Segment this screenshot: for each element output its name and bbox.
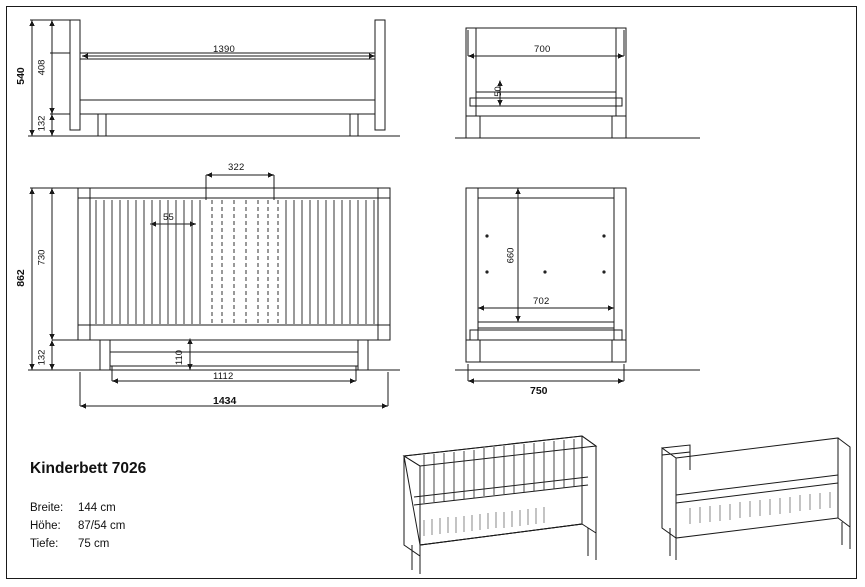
dim-862: 862	[14, 269, 27, 287]
dim-1390: 1390	[213, 44, 235, 55]
dim-132-bottom: 132	[36, 349, 48, 366]
dim-1112: 1112	[213, 371, 234, 382]
dim-540: 540	[14, 67, 27, 85]
spec-breite-label: Breite:	[30, 502, 64, 514]
spec-breite	[30, 502, 116, 514]
spec-hoehe-label: Höhe:	[30, 520, 61, 532]
dim-55: 55	[163, 212, 174, 223]
dim-660: 660	[505, 247, 517, 264]
sheet-border	[6, 6, 857, 579]
spec-hoehe-value: 87/54 cm	[78, 520, 126, 532]
dim-702: 702	[533, 296, 550, 307]
dim-50: 50	[492, 86, 504, 97]
dim-322: 322	[228, 162, 245, 173]
dim-730: 730	[36, 249, 48, 266]
spec-hoehe	[30, 520, 125, 532]
spec-tiefe-label: Tiefe:	[30, 538, 59, 550]
dim-1434: 1434	[213, 395, 237, 407]
spec-tiefe	[30, 538, 109, 550]
dim-132-top: 132	[36, 115, 48, 132]
dim-750: 750	[530, 385, 548, 397]
dim-110: 110	[174, 349, 186, 366]
spec-tiefe-value: 75 cm	[78, 538, 110, 550]
dim-408: 408	[36, 59, 48, 76]
page-title: Kinderbett 7026	[30, 460, 147, 477]
dim-700: 700	[534, 44, 551, 55]
spec-breite-value: 144 cm	[78, 502, 116, 514]
